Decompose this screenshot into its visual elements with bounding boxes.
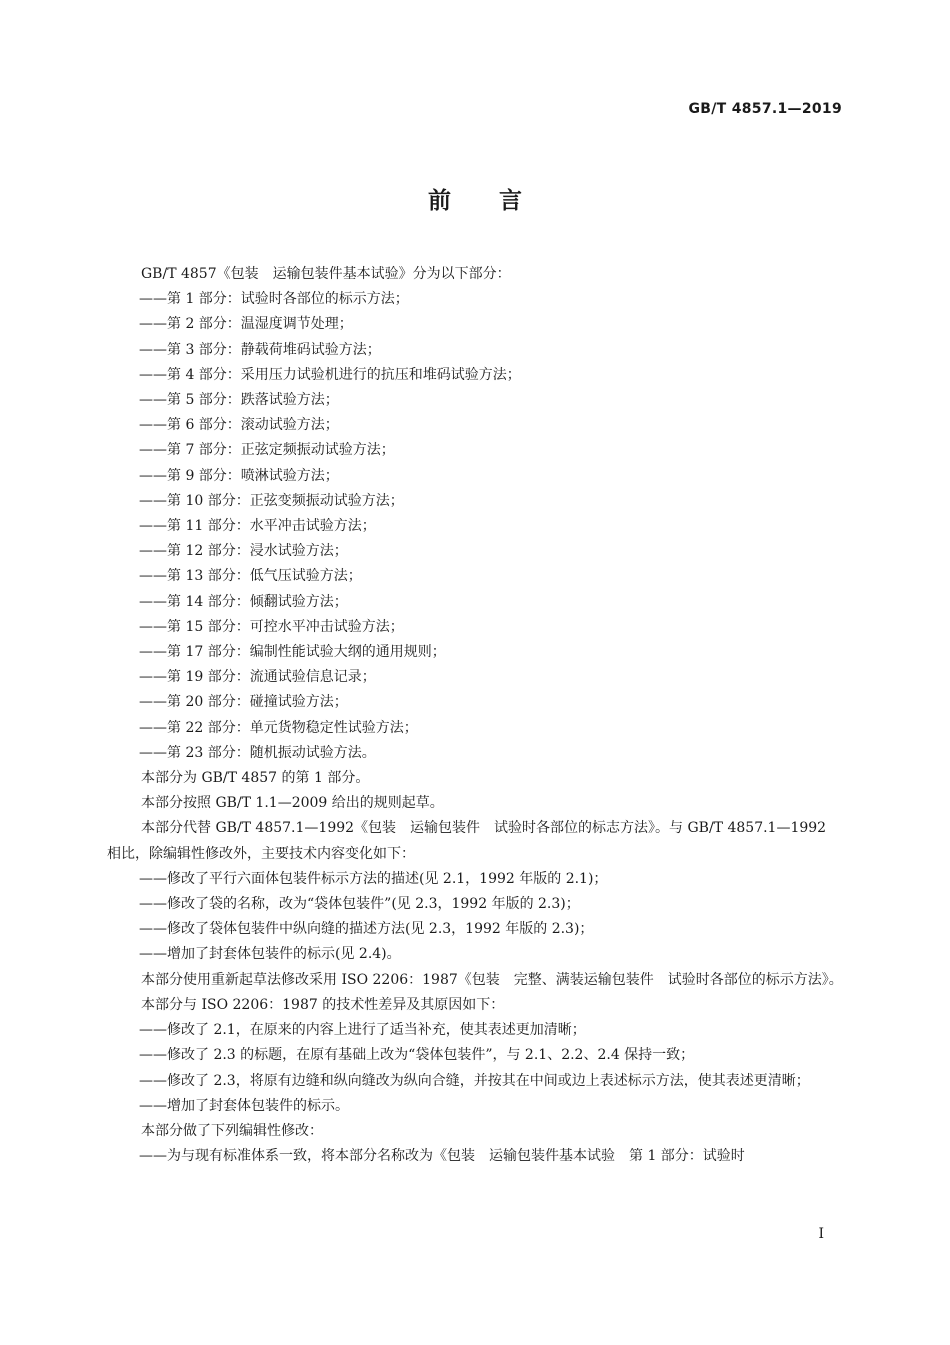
- paragraph: 本部分为 GB/T 4857 的第 1 部分。: [141, 770, 370, 787]
- list-item: ——修改了平行六面体包装件标示方法的描述(见 2.1，1992 年版的 2.1)；: [139, 870, 608, 887]
- list-item: ——修改了袋的名称，改为“袋体包装件”(见 2.3，1992 年版的 2.3)；: [139, 896, 580, 913]
- page-title: 前言: [428, 188, 570, 214]
- list-item: ——第 11 部分：水平冲击试验方法；: [139, 518, 376, 535]
- list-item: ——第 4 部分：采用压力试验机进行的抗压和堆码试验方法；: [139, 366, 521, 383]
- paragraph: 本部分与 ISO 2206：1987 的技术性差异及其原因如下：: [141, 996, 505, 1013]
- list-item: ——第 6 部分：滚动试验方法；: [139, 417, 339, 434]
- list-item: ——第 10 部分：正弦变频振动试验方法；: [139, 492, 404, 509]
- page-number: I: [818, 1226, 824, 1242]
- paragraph: 本部分按照 GB/T 1.1—2009 给出的规则起草。: [141, 795, 444, 812]
- list-item: ——第 20 部分：碰撞试验方法；: [139, 694, 348, 711]
- paragraph: 本部分做了下列编辑性修改：: [141, 1122, 323, 1139]
- foreword-body: [107, 262, 843, 1169]
- list-item: ——增加了封套体包装件的标示(见 2.4)。: [139, 946, 401, 963]
- list-item: ——第 1 部分：试验时各部位的标示方法；: [139, 291, 409, 308]
- list-item: ——修改了 2.1，在原来的内容上进行了适当补充，使其表述更加清晰；: [139, 1022, 586, 1039]
- list-item: ——修改了 2.3 的标题，在原有基础上改为“袋体包装件”，与 2.1、2.2、2.4 保持一致；: [139, 1047, 695, 1064]
- list-item: ——第 2 部分：温湿度调节处理；: [139, 316, 353, 333]
- list-item: ——第 17 部分：编制性能试验大纲的通用规则；: [139, 644, 446, 661]
- standard-code: GB/T 4857.1—2019: [688, 101, 842, 117]
- list-item: ——第 7 部分：正弦定频振动试验方法；: [139, 442, 395, 459]
- list-item: ——为与现有标准体系一致，将本部分名称改为《包装 运输包装件基本试验 第 1 部分：试验时: [139, 1148, 745, 1165]
- list-item: ——第 15 部分：可控水平冲击试验方法；: [139, 618, 404, 635]
- list-item: ——第 9 部分：喷淋试验方法；: [139, 467, 339, 484]
- list-item: ——第 23 部分：随机振动试验方法。: [139, 744, 376, 761]
- paragraph: GB/T 4857《包装 运输包装件基本试验》分为以下部分：: [141, 266, 511, 282]
- list-item: ——第 5 部分：跌落试验方法；: [139, 392, 339, 409]
- list-item: ——第 19 部分：流通试验信息记录；: [139, 669, 376, 686]
- list-item: ——增加了封套体包装件的标示。: [139, 1097, 349, 1114]
- list-item: ——第 22 部分：单元货物稳定性试验方法；: [139, 719, 418, 736]
- list-item: ——第 3 部分：静载荷堆码试验方法；: [139, 341, 381, 358]
- list-item: ——第 14 部分：倾翻试验方法；: [139, 593, 348, 610]
- list-item: ——第 12 部分：浸水试验方法；: [139, 543, 348, 560]
- list-item: ——第 13 部分：低气压试验方法；: [139, 568, 362, 585]
- list-item: ——修改了 2.3，将原有边缝和纵向缝改为纵向合缝，并按其在中间或边上表述标示方法，使其表述更清晰；: [139, 1072, 810, 1089]
- paragraph: 本部分代替 GB/T 4857.1—1992《包装 运输包装件 试验时各部位的标志方法》。与 GB/T 4857.1—1992 相比，除编辑性修改外，主要技术内容变化如下：: [107, 820, 827, 862]
- list-item: ——修改了袋体包装件中纵向缝的描述方法(见 2.3，1992 年版的 2.3)；: [139, 921, 594, 938]
- paragraph: 本部分使用重新起草法修改采用 ISO 2206：1987《包装 完整、满装运输包装件 试验时各部位的标示方法》。: [141, 971, 843, 988]
